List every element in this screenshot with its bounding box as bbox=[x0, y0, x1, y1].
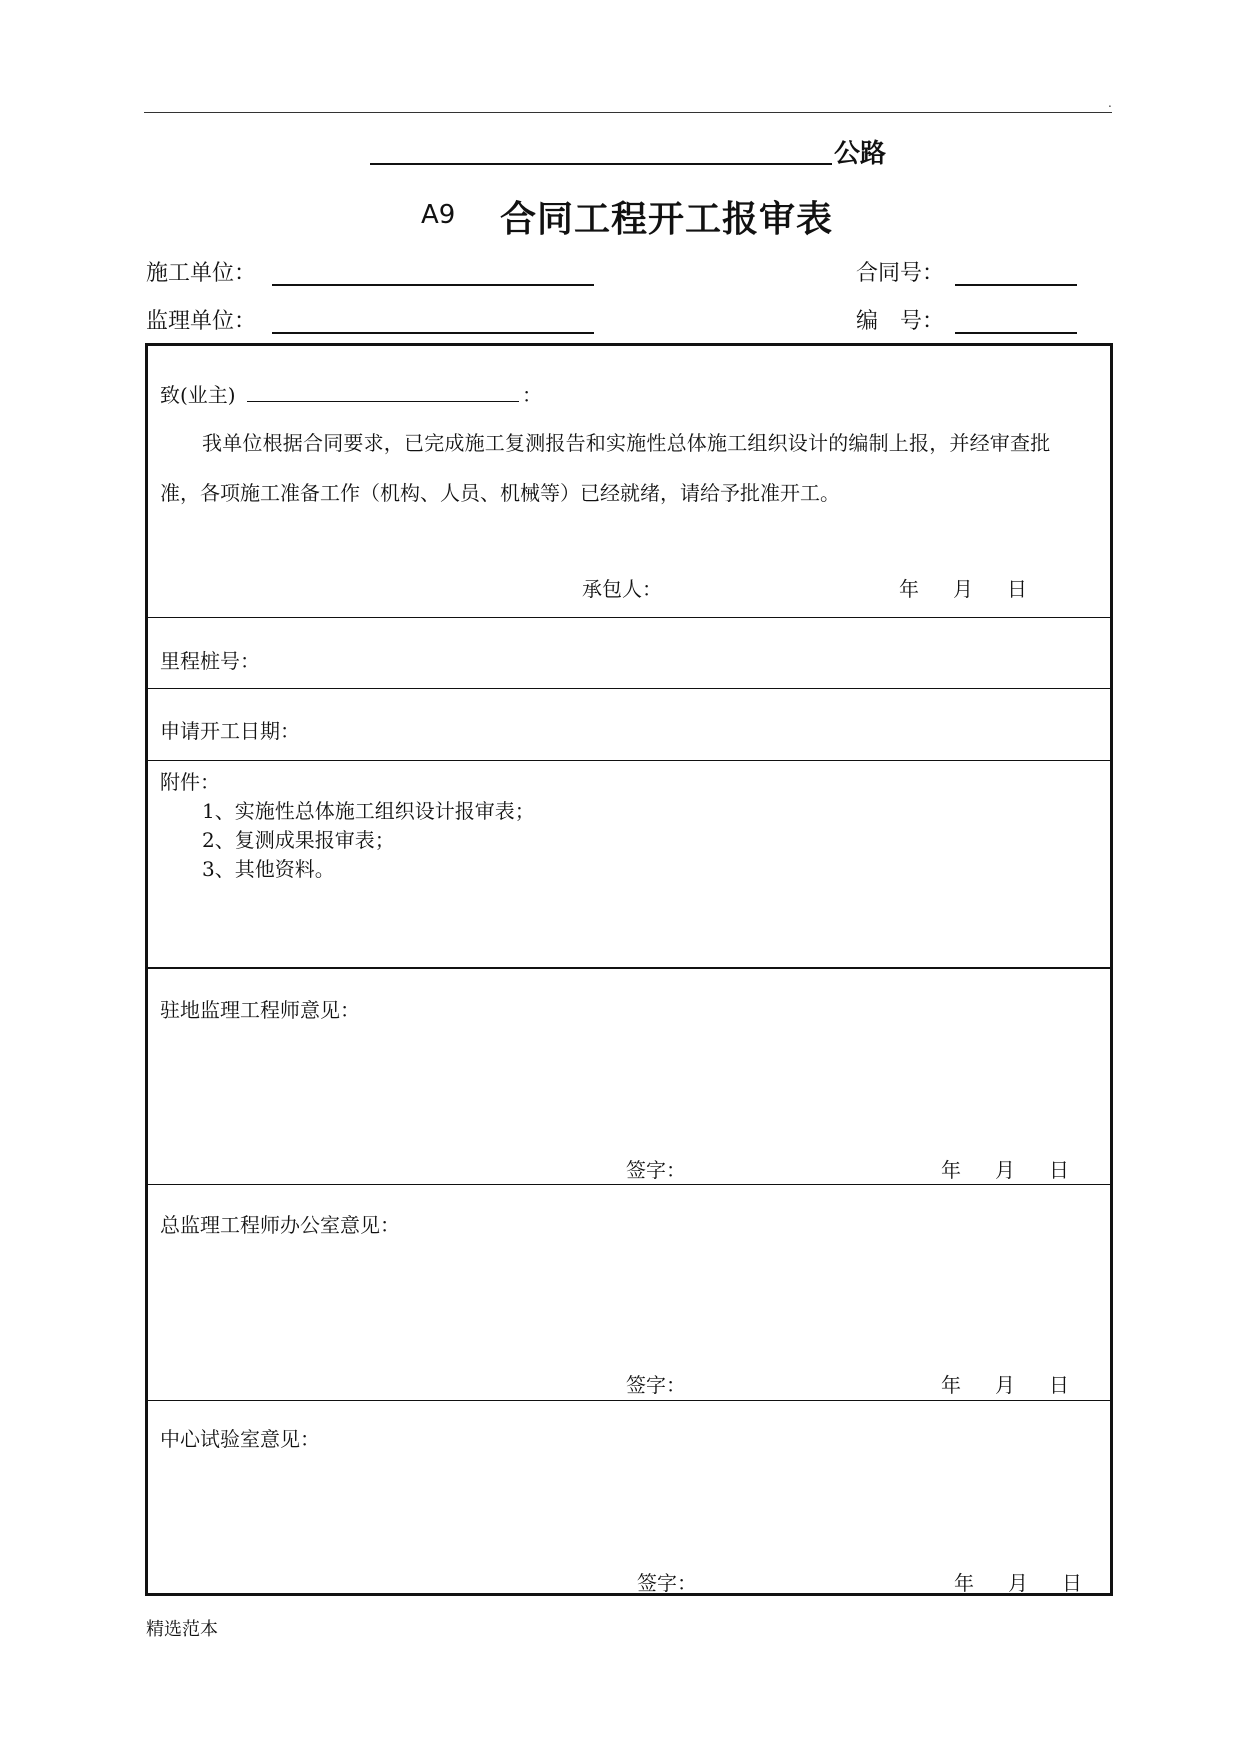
central-lab-opinion-label: 中心试验室意见： bbox=[160, 1427, 320, 1451]
main-form-table bbox=[145, 343, 1113, 1596]
supervision-unit-label: 监理单位： bbox=[146, 309, 257, 334]
date-month: 月 bbox=[953, 577, 973, 601]
date-month: 月 bbox=[995, 1158, 1015, 1182]
date-month: 月 bbox=[1008, 1571, 1028, 1595]
request-body-line1: 我单位根据合同要求，已完成施工复测报告和实施性总体施工组织设计的编制上报，并经审查批 bbox=[202, 431, 1051, 455]
row-divider bbox=[148, 617, 1110, 618]
supervision-unit-field[interactable] bbox=[272, 332, 594, 334]
attachment-item: 1、实施性总体施工组织设计报审表； bbox=[202, 799, 535, 823]
addressee-colon: ： bbox=[522, 383, 542, 407]
date-month: 月 bbox=[995, 1373, 1015, 1397]
addressee-field[interactable] bbox=[247, 401, 519, 402]
construction-unit-label: 施工单位： bbox=[146, 261, 257, 286]
date-year: 年 bbox=[954, 1571, 974, 1595]
row-divider bbox=[148, 1184, 1110, 1185]
attachments-label: 附件： bbox=[160, 770, 220, 794]
road-suffix: 公路 bbox=[834, 139, 887, 169]
request-body-line2: 准，各项施工准备工作（机构、人员、机械等）已经就绪，请给予批准开工。 bbox=[160, 481, 840, 505]
attachment-item: 3、其他资料。 bbox=[202, 857, 335, 881]
header-rule bbox=[144, 112, 1112, 113]
contractor-label: 承包人： bbox=[582, 577, 662, 601]
date-year: 年 bbox=[941, 1158, 961, 1182]
corner-mark: . bbox=[1108, 96, 1112, 110]
mileage-label: 里程桩号： bbox=[160, 649, 260, 673]
contract-no-label: 合同号： bbox=[856, 261, 945, 286]
sign-label: 签字： bbox=[626, 1158, 686, 1182]
row-divider bbox=[148, 1400, 1110, 1401]
serial-no-field[interactable] bbox=[955, 332, 1077, 334]
row-divider bbox=[148, 760, 1110, 761]
row-divider bbox=[148, 967, 1110, 969]
start-date-label: 申请开工日期： bbox=[160, 719, 300, 743]
construction-unit-field[interactable] bbox=[272, 284, 594, 286]
chief-engineer-opinion-label: 总监理工程师办公室意见： bbox=[160, 1213, 400, 1237]
form-code: A9 bbox=[421, 200, 456, 230]
resident-engineer-opinion-label: 驻地监理工程师意见： bbox=[160, 998, 360, 1022]
addressee-label: 致(业主) bbox=[160, 383, 236, 407]
attachment-item: 2、复测成果报审表； bbox=[202, 828, 395, 852]
sign-label: 签字： bbox=[626, 1373, 686, 1397]
date-year: 年 bbox=[941, 1373, 961, 1397]
date-day: 日 bbox=[1062, 1571, 1082, 1595]
contract-no-field[interactable] bbox=[955, 284, 1077, 286]
road-name-blank[interactable] bbox=[370, 163, 832, 165]
date-year: 年 bbox=[899, 577, 919, 601]
date-day: 日 bbox=[1049, 1158, 1069, 1182]
serial-no-label: 编 号： bbox=[856, 309, 945, 334]
footer-text: 精选范本 bbox=[146, 1619, 218, 1640]
sign-label: 签字： bbox=[637, 1571, 697, 1595]
date-day: 日 bbox=[1007, 577, 1027, 601]
row-divider bbox=[148, 688, 1110, 689]
date-day: 日 bbox=[1049, 1373, 1069, 1397]
page-title: 合同工程开工报审表 bbox=[500, 199, 834, 240]
